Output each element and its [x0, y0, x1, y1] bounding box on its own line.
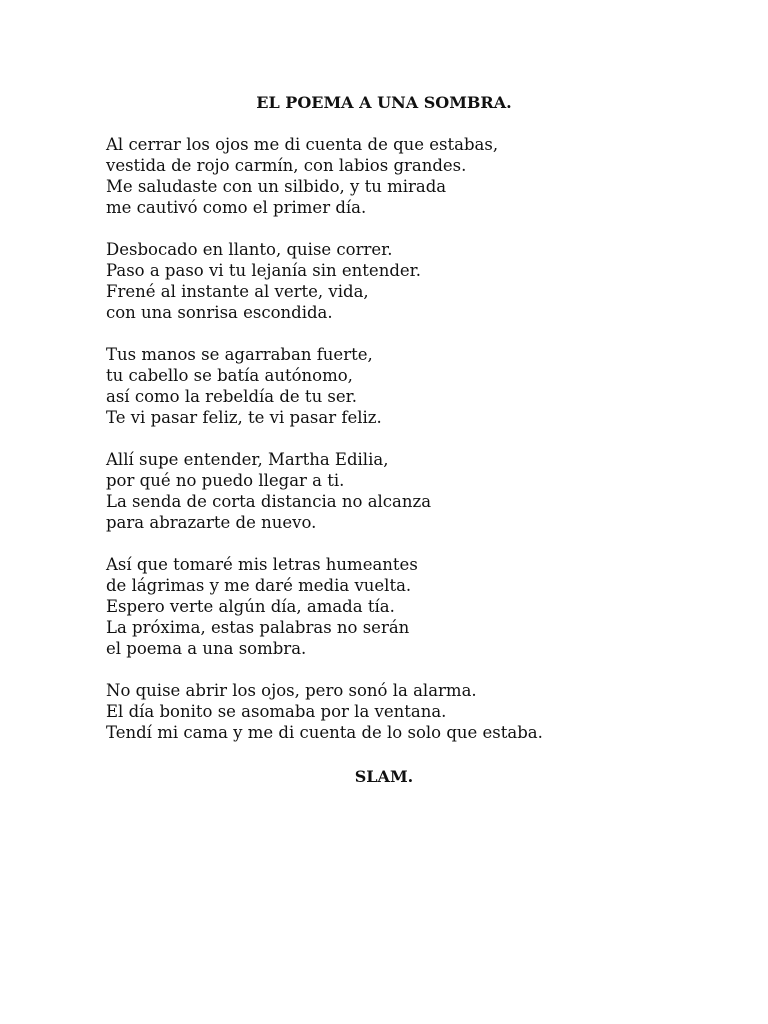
- poem-line: Allí supe entender, Martha Edilia,: [106, 450, 389, 469]
- poem-line: Espero verte algún día, amada tía.: [106, 597, 395, 616]
- poem-line: La próxima, estas palabras no serán: [106, 618, 410, 637]
- poem-line: El día bonito se asomaba por la ventana.: [106, 702, 447, 721]
- poem-line: de lágrimas y me daré media vuelta.: [106, 576, 412, 595]
- poem-body: [106, 134, 666, 764]
- stanza: [106, 449, 666, 533]
- poem-line: así como la rebeldía de tu ser.: [106, 387, 357, 406]
- poem-line: Frené al instante al verte, vida,: [106, 282, 369, 301]
- signature: SLAM.: [354, 767, 414, 786]
- poem-line: La senda de corta distancia no alcanza: [106, 492, 432, 511]
- poem-line: Te vi pasar feliz, te vi pasar feliz.: [106, 408, 382, 427]
- poem-line: No quise abrir los ojos, pero sonó la alarma.: [106, 681, 477, 700]
- stanza: [106, 680, 666, 743]
- poem-line: por qué no puedo llegar a ti.: [106, 471, 345, 490]
- poem-line: Me saludaste con un silbido, y tu mirada: [106, 177, 447, 196]
- poem-line: para abrazarte de nuevo.: [106, 513, 317, 532]
- poem-line: el poema a una sombra.: [106, 639, 307, 658]
- stanza: [106, 239, 666, 323]
- poem-line: con una sonrisa escondida.: [106, 303, 333, 322]
- stanza: [106, 134, 666, 218]
- stanza: [106, 554, 666, 659]
- poem-line: Tus manos se agarraban fuerte,: [106, 345, 373, 364]
- poem-line: Paso a paso vi tu lejanía sin entender.: [106, 261, 421, 280]
- poem-line: Tendí mi cama y me di cuenta de lo solo que estaba.: [106, 723, 543, 742]
- poem-line: Así que tomaré mis letras humeantes: [106, 555, 418, 574]
- poem-line: Desbocado en llanto, quise correr.: [106, 240, 393, 259]
- poem-line: vestida de rojo carmín, con labios grandes.: [106, 156, 467, 175]
- poem-line: me cautivó como el primer día.: [106, 198, 367, 217]
- poem-title: EL POEMA A UNA SOMBRA.: [256, 93, 512, 112]
- poem-line: tu cabello se batía autónomo,: [106, 366, 353, 385]
- stanza: [106, 344, 666, 428]
- poem-line: Al cerrar los ojos me di cuenta de que estabas,: [106, 135, 499, 154]
